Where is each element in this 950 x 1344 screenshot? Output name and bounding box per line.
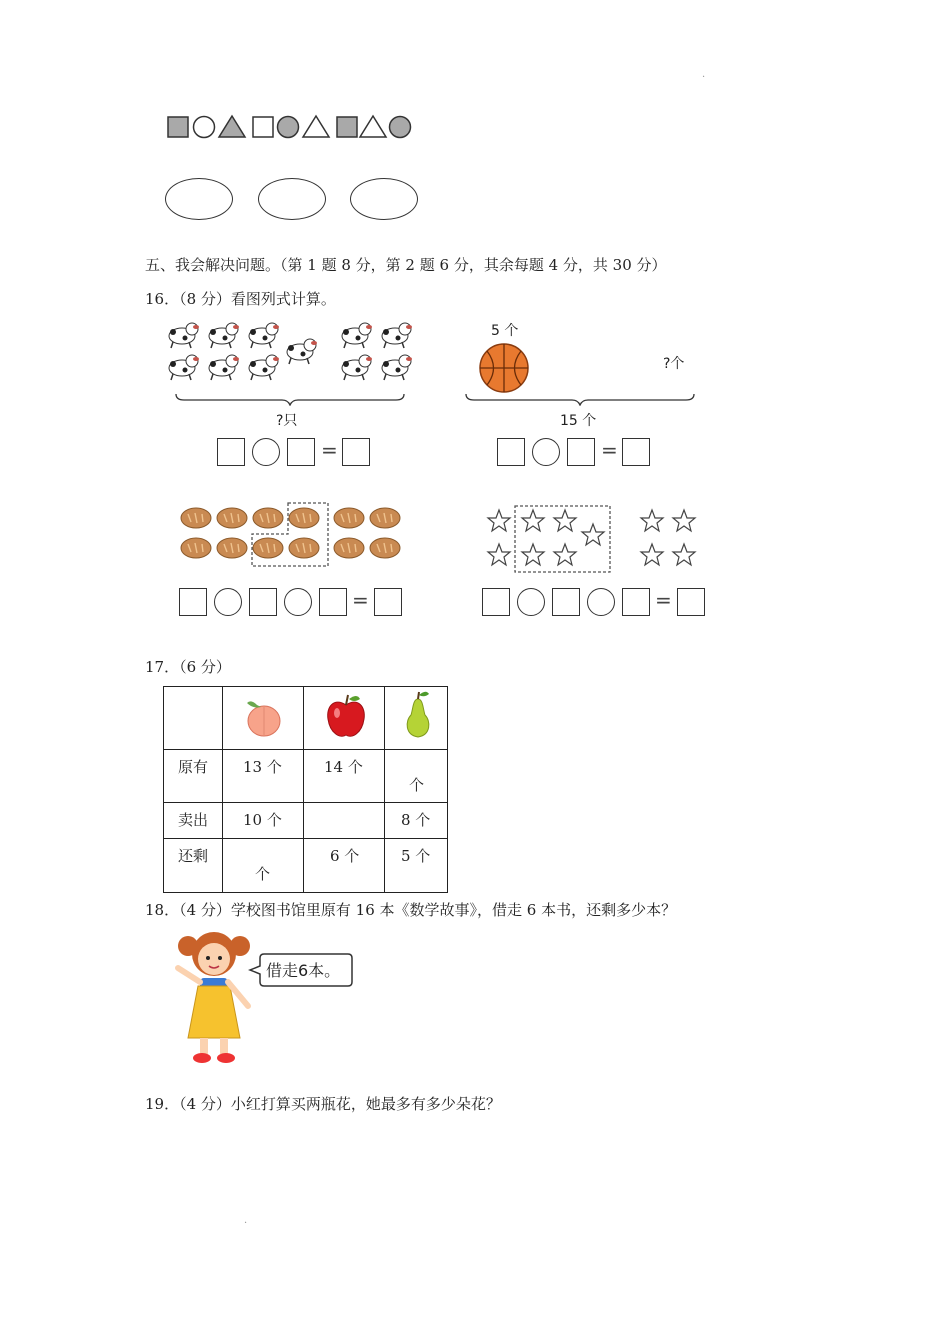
- shape-pattern-row: [166, 114, 416, 140]
- balls-brace: [464, 392, 696, 406]
- ball-unknown-label: ?个: [663, 356, 685, 372]
- table-row-header: 卖出: [164, 803, 223, 839]
- ball-total-label: 15 个: [560, 413, 597, 429]
- answer-oval-2[interactable]: [258, 178, 326, 220]
- header-mark: ·: [702, 72, 706, 83]
- pattern-white-triangle-2: [360, 116, 386, 137]
- answer-circle[interactable]: [587, 588, 615, 616]
- table-cell: 13 个: [223, 750, 304, 803]
- answer-oval-1[interactable]: [165, 178, 233, 220]
- answer-box[interactable]: [374, 588, 402, 616]
- equals-sign: =: [655, 588, 672, 612]
- speech-bubble-text: 借走6本。: [266, 961, 341, 980]
- apple-header-cell: [304, 687, 385, 750]
- answer-box[interactable]: [552, 588, 580, 616]
- section-title: 五、我会解决问题。（第 1 题 8 分，第 2 题 6 分，其余每题 4 分，共 30 分）: [145, 256, 667, 274]
- answer-box[interactable]: [287, 438, 315, 466]
- answer-circle[interactable]: [532, 438, 560, 466]
- table-corner-cell: [164, 687, 223, 750]
- answer-box[interactable]: [622, 588, 650, 616]
- answer-box[interactable]: [482, 588, 510, 616]
- question-18-label: 18．（4 分）学校图书馆里原有 16 本《数学故事》，借走 6 本书，还剩多少本？: [145, 901, 677, 919]
- dogs-illustration: [163, 316, 423, 386]
- pattern-gray-triangle: [219, 116, 245, 137]
- pattern-gray-square-2: [337, 117, 357, 137]
- answer-box[interactable]: [497, 438, 525, 466]
- answer-circle[interactable]: [252, 438, 280, 466]
- basketball-icon: [478, 342, 530, 394]
- table-cell: 8 个: [385, 803, 448, 839]
- equals-sign: =: [321, 438, 338, 462]
- answer-box[interactable]: [319, 588, 347, 616]
- table-cell[interactable]: 个: [223, 839, 304, 893]
- dogs-brace: [174, 392, 406, 406]
- question-16-label: 16．（8 分）看图列式计算。: [145, 290, 336, 308]
- pattern-white-circle: [194, 117, 215, 138]
- table-cell[interactable]: [304, 803, 385, 839]
- bread-illustration: [178, 500, 406, 570]
- dogs-total-label: ?只: [276, 413, 298, 429]
- peach-icon: [243, 695, 285, 739]
- table-cell: 5 个: [385, 839, 448, 893]
- girl-illustration: [164, 926, 264, 1068]
- footer-mark: ·: [244, 1218, 248, 1229]
- answer-box[interactable]: [249, 588, 277, 616]
- pear-header-cell: [385, 687, 448, 750]
- answer-oval-3[interactable]: [350, 178, 418, 220]
- stars-illustration: [484, 504, 704, 576]
- table-cell: 10 个: [223, 803, 304, 839]
- table-cell: 6 个: [304, 839, 385, 893]
- pattern-gray-circle: [278, 117, 299, 138]
- answer-box[interactable]: [217, 438, 245, 466]
- peach-header-cell: [223, 687, 304, 750]
- equals-sign: =: [601, 438, 618, 462]
- table-cell: 14 个: [304, 750, 385, 803]
- answer-circle[interactable]: [517, 588, 545, 616]
- question-19-label: 19．（4 分）小红打算买两瓶花，她最多有多少朵花？: [145, 1095, 501, 1113]
- pattern-white-square: [253, 117, 273, 137]
- equals-sign: =: [352, 588, 369, 612]
- answer-box[interactable]: [677, 588, 705, 616]
- answer-box[interactable]: [179, 588, 207, 616]
- apple-icon: [324, 691, 368, 741]
- fruit-table: [163, 686, 448, 893]
- table-row-header: 原有: [164, 750, 223, 803]
- answer-circle[interactable]: [284, 588, 312, 616]
- pattern-gray-circle-2: [390, 117, 411, 138]
- answer-circle[interactable]: [214, 588, 242, 616]
- answer-box[interactable]: [342, 438, 370, 466]
- ball-count-label: 5 个: [491, 323, 519, 339]
- pattern-white-triangle: [303, 116, 329, 137]
- answer-box[interactable]: [622, 438, 650, 466]
- pattern-gray-square: [168, 117, 188, 137]
- table-row-header: 还剩: [164, 839, 223, 893]
- answer-box[interactable]: [567, 438, 595, 466]
- table-cell[interactable]: 个: [385, 750, 448, 803]
- question-17-label: 17．（6 分）: [145, 658, 231, 676]
- pear-icon: [401, 689, 435, 743]
